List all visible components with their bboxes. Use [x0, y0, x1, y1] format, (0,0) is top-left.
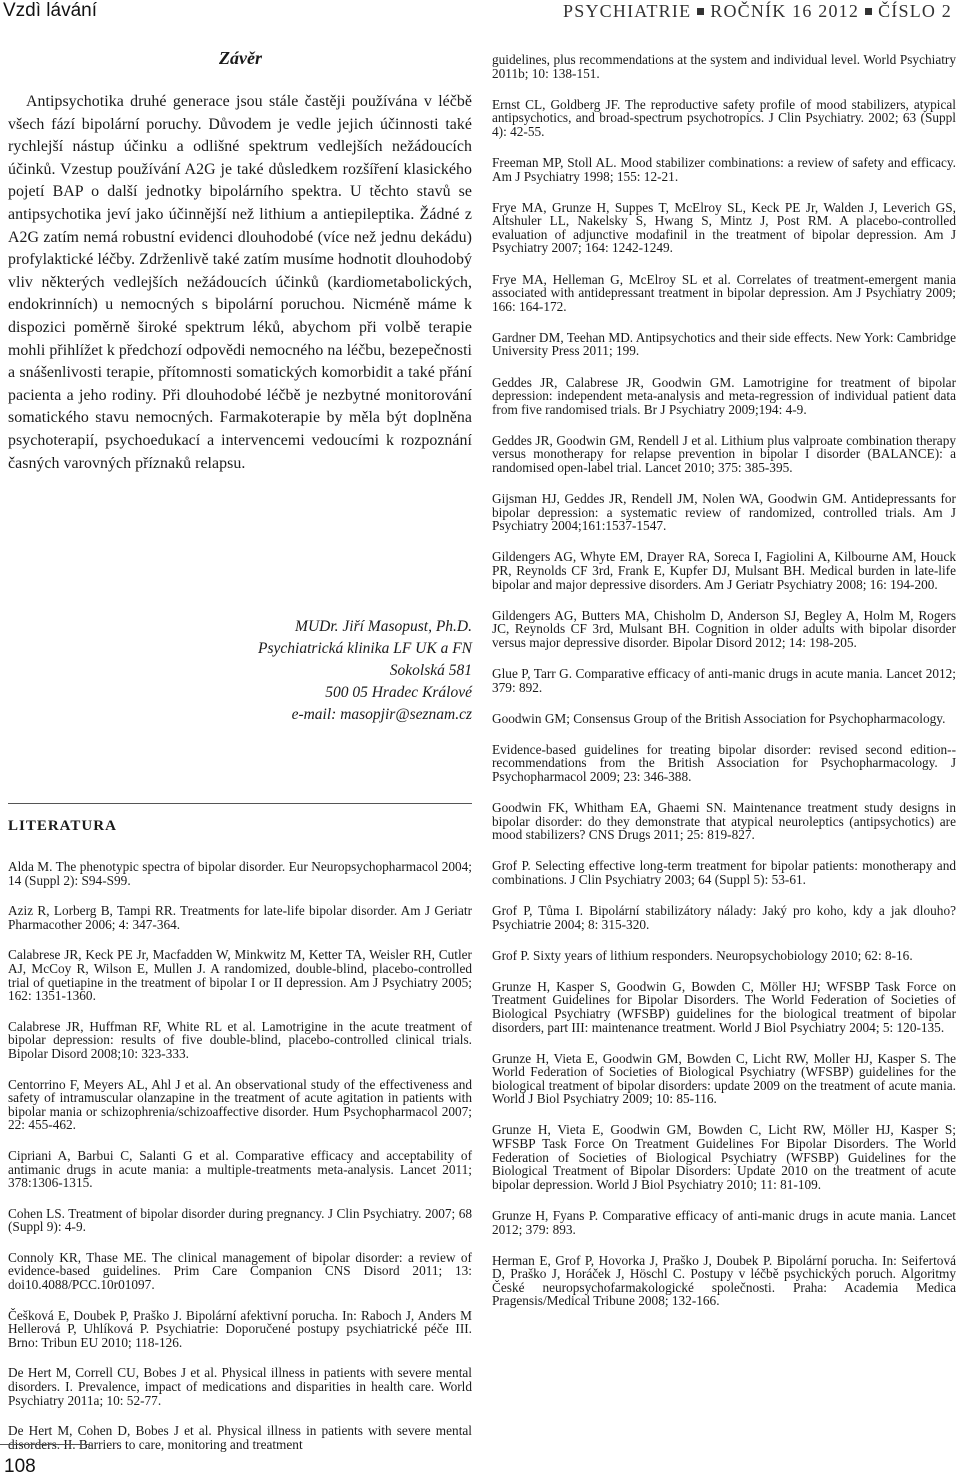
reference-item: Češková E, Doubek P, Praško J. Bipolární afektivní porucha. In: Raboch J, Anders M Hellerová P, Uhlíková P. Psychiatrie: Doporučené postupy psychiatrické péče III. Brno: Tribun EU 2010; 118-126. [8, 1307, 472, 1350]
journal-issue: ČÍSLO 2 [878, 1, 952, 21]
reference-item: Geddes JR, Calabrese JR, Goodwin GM. Lamotrigine for treatment of bipolar depression: independent meta-analysis and meta-regression of individual patient data from five randomised trials. Br J Psychiatry 2009;194: 4-9. [492, 374, 956, 417]
reference-item: Grof P, Tůma I. Bipolární stabilizátory nálady: Jaký pro koho, kdy a jak dlouho? Psychiatrie 2004; 8: 315-320. [492, 902, 956, 932]
reference-item: Gildengers AG, Whyte EM, Drayer RA, Soreca I, Fagiolini A, Kilbourne AM, Houck PR, Reynolds CF 3rd, Frank E, Kupfer DJ, Mulsant BH. Medical burden in late-life bipolar and major depressive disorders. Am J Geriatr Psychiatry 2008; 16: 194-200. [492, 549, 956, 592]
journal-year: 2012 [818, 1, 860, 21]
reference-item: Gildengers AG, Butters MA, Chisholm D, Anderson SJ, Begley A, Holm M, Rogers JC, Reynolds CF 3rd, Mulsant BH. Cognition in older adults with bipolar disorder versus major depressive disorder. Bipolar Disord 2012; 14: 198-205. [492, 607, 956, 650]
author-name: MUDr. Jiří Masopust, Ph.D. [295, 618, 472, 635]
reference-item: Cohen LS. Treatment of bipolar disorder during pregnancy. J Clin Psychiatry. 2007; 68 (Suppl 9): 4-9. [8, 1205, 472, 1235]
reference-item: Aziz R, Lorberg B, Tampi RR. Treatments for late-life bipolar disorder. Am J Geriatr Pharmacother 2006; 4: 347-364. [8, 903, 472, 932]
conclusion-paragraph: Antipsychotika druhé generace jsou stále častěji používána v léčbě všech fází bipolární poruchy. Důvodem je vedle jejich účinnosti také rychlejší nástup účinku a odlišné spektrum vedlejších nežádoucích účinků. Vzestup používání A2G je také důsledkem rozšíření klasického pojetí BAP o další jednotky bipolárního spektra. U těchto stavů se antipsychotika jeví jako účinnější než lithium a antiepileptika. Žádné z A2G zatím nemá robustní evidenci dlouhodobé (více než jednu dekádu) profylaktické léčby. Zdrženlivě také zatím musíme hodnotit dlouhodobý vliv některých vedlejších nežádoucích účinků (kardiometabolických, endokrinních) u nemocných s bipolární poruchou. Nicméně máme k dispozici poměrně široké spektrum léků, abychom při volbě terapie mohli přihlížet k předchozí odpovědi nemocného na léčbu, bezepečnosti a snášenlivosti terapie, přítomnosti somatických komorbidit a také přání pacienta a jeho rodiny. Při dlouhodobé léčbě je nezbytné monitorování somatického stavu nemocných. Farmakoterapie by měla být doplněna psychoterapií, psychoedukací a intervencemi vedoucími k rozpoznání časných varovných příznaků relapsu. [8, 93, 472, 472]
reference-item: Glue P, Tarr G. Comparative efficacy of anti-manic drugs in acute mania. Lancet 2012; 379: 892. [492, 665, 956, 695]
reference-item: Ernst CL, Goldberg JF. The reproductive safety profile of mood stabilizers, atypical antipsychotics, and broad-spectrum psychotropics. J Clin Psychiatry. 2002; 63 (Suppl 4): 42-55. [492, 96, 956, 139]
author-email: e-mail: masopjir@seznam.cz [291, 706, 472, 723]
reference-item: Grunze H, Vieta E, Goodwin GM, Bowden C, Licht RW, Möller HJ, Kasper S; WFSBP Task Force On Treatment Guidelines For Bipolar Disorders. The World Federation of Societies of Biological Psychiatry (WFSBP) Guidelines for the Biological Treatment of Bipolar Disorders: Update 2010 on the treatment of acute bipolar depression. World J Biol Psychiatry 2010; 11: 81-109. [492, 1122, 956, 1192]
section-label: Vzdì lávání [3, 0, 97, 21]
reference-item: De Hert M, Correll CU, Bobes J et al. Physical illness in patients with severe mental disorders. I. Prevalence, impact of medications and disparities in health care. World Psychiatry 2011a; 10: 52-77. [8, 1365, 472, 1408]
reference-item: Frye MA, Helleman G, McElroy SL et al. Correlates of treatment-emergent mania associated with antidepressant treatment in bipolar depression. Am J Psychiatry 2009; 166: 164-172. [492, 271, 956, 314]
left-column [8, 48, 472, 1452]
journal-header [563, 1, 952, 22]
right-column [492, 53, 956, 1326]
reference-item: Calabrese JR, Huffman RF, White RL et al. Lamotrigine in the acute treatment of bipolar depression: results of five double-blind, placebo-controlled clinical trials. Bipolar Disord 2008;10: 323-333. [8, 1018, 472, 1061]
reference-item: De Hert M, Cohen D, Bobes J et al. Physical illness in patients with severe mental disorders. II. Barriers to care, monitoring and treatment [8, 1423, 472, 1452]
footer-divider [0, 1444, 90, 1445]
reference-item: Centorrino F, Meyers AL, Ahl J et al. An observational study of the effectiveness and safety of intramuscular olanzapine in the treatment of acute agitation in patients with bipolar mania or schizophrenia/schizoaffective disorder. Hum Psychopharmacol 2007; 22: 455-462. [8, 1076, 472, 1133]
reference-item: Calabrese JR, Keck PE Jr, Macfadden W, Minkwitz M, Ketter TA, Weisler RH, Cutler AJ, McCoy R, Wilson E, Mullen J. A randomized, double-blind, placebo-controlled trial of quetiapine in the treatment of bipolar I or II depression. Am J Psychiatry 2005; 162: 1351-1360. [8, 947, 472, 1004]
reference-item: Freeman MP, Stoll AL. Mood stabilizer combinations: a review of safety and efficacy. Am J Psychiatry 1998; 155: 12-21. [492, 154, 956, 184]
literature-heading: LITERATURA [8, 818, 117, 834]
author-city: 500 05 Hradec Králové [325, 684, 472, 701]
literature-divider [8, 803, 472, 804]
reference-item: Evidence-based guidelines for treating bipolar disorder: revised second edition--recommendations from the British Association for Psychopharmacology. J Psychopharmacol 2009; 23: 346-388. [492, 741, 956, 784]
reference-item: Grof P. Selecting effective long-term treatment for bipolar patients: monotherapy and combinations. J Clin Psychiatry 2003; 64 (Suppl 5): 53-61. [492, 858, 956, 887]
reference-item: Goodwin FK, Whitham EA, Ghaemi SN. Maintenance treatment study designs in bipolar disorder: do they demonstrate that atypical neuroleptics (antipsychotics) are mood stabilizers? CNS Drugs 2011; 25: 819-827. [492, 799, 956, 843]
journal-name: PSYCHIATRIE [563, 1, 692, 21]
reference-item: Grunze H, Fyans P. Comparative efficacy of anti-manic drugs in acute mania. Lancet 2012; 379: 893. [492, 1207, 956, 1237]
reference-item: Frye MA, Grunze H, Suppes T, McElroy SL, Keck PE Jr, Walden J, Leverich GS, Altshuler LL, Nakelsky S, Hwang S, Mintz J, Post RM. A placebo-controlled evaluation of adjunctive modafinil in the treatment of bipolar depression. Am J Psychiatry 2007; 164: 1242-1249. [492, 199, 956, 256]
reference-item: Geddes JR, Goodwin GM, Rendell J et al. Lithium plus valproate combination therapy versus monotherapy for relapse prevention in bipolar I disorder (BALANCE): a randomised open-label trial. Lancet 2010; 375: 385-395. [492, 432, 956, 475]
reference-item: Grunze H, Kasper S, Goodwin G, Bowden C, Möller HJ; WFSBP Task Force on Treatment Guidelines for Bipolar Disorders. The World Federation of Societies of Biological Psychiatry (WFSBP) guidelines for the biological treatment of bipolar disorders, part III: maintenance treatment. World J Biol Psychiatry 2004; 5: 120-135. [492, 978, 956, 1035]
reference-item: Grunze H, Vieta E, Goodwin GM, Bowden C, Licht RW, Moller HJ, Kasper S. The World Federation of Societies of Biological Psychiatry (WFSBP) guidelines for the biological treatment of bipolar disorders: update 2009 on the treatment of acute mania. World J Biol Psychiatry 2009; 10: 85-116. [492, 1050, 956, 1107]
journal-volume: ROČNÍK 16 [710, 1, 813, 21]
author-institution: Psychiatrická klinika LF UK a FN [258, 640, 472, 657]
reference-item: Goodwin GM; Consensus Group of the British Association for Psychopharmacology. [492, 710, 946, 726]
conclusion-heading: Závěr [219, 48, 262, 68]
author-signature [32, 616, 472, 726]
reference-item: Grof P. Sixty years of lithium responders. Neuropsychobiology 2010; 62: 8-16. [492, 947, 913, 963]
reference-item: Cipriani A, Barbui C, Salanti G et al. Comparative efficacy and acceptability of antimanic drugs in acute mania: a multiple-treatments meta-analysis. Lancet 2011; 378:1306-1315. [8, 1147, 472, 1191]
separator-square-icon [697, 8, 704, 15]
reference-item: guidelines, plus recommendations at the system and individual level. World Psychiatry 2011b; 10: 138-151. [492, 52, 956, 81]
author-street: Sokolská 581 [389, 662, 472, 679]
reference-list-left [8, 860, 472, 1468]
reference-item: Gijsman HJ, Geddes JR, Rendell JM, Nolen WA, Goodwin GM. Antidepressants for bipolar depression: a systematic review of randomized, controlled trials. Am J Psychiatry 2004;161:1537-1547. [492, 491, 956, 534]
reference-item: Connoly KR, Thase ME. The clinical management of bipolar disorder: a review of evidence-based guidelines. Prim Care Companion CNS Disord 2011; 13: doi10.4088/PCC.10r01097. [8, 1249, 472, 1293]
reference-item: Herman E, Grof P, Hovorka J, Praško J, Doubek P. Bipolární porucha. In: Seifertová D, Praško J, Horáček J, Höschl C. Postupy v léčbě psychických poruch. Algoritmy České neuropsychofarmakologické společnosti. Praha: Academia Medica Pragensis/Medical Tribune 2008; 132-166. [492, 1252, 956, 1309]
page-number: 108 [4, 1456, 36, 1477]
separator-square-icon [865, 8, 872, 15]
reference-item: Alda M. The phenotypic spectra of bipolar disorder. Eur Neuropsychopharmacol 2004; 14 (Suppl 2): S94-S99. [8, 859, 472, 888]
reference-item: Gardner DM, Teehan MD. Antipsychotics and their side effects. New York: Cambridge University Press 2011; 199. [492, 329, 956, 359]
